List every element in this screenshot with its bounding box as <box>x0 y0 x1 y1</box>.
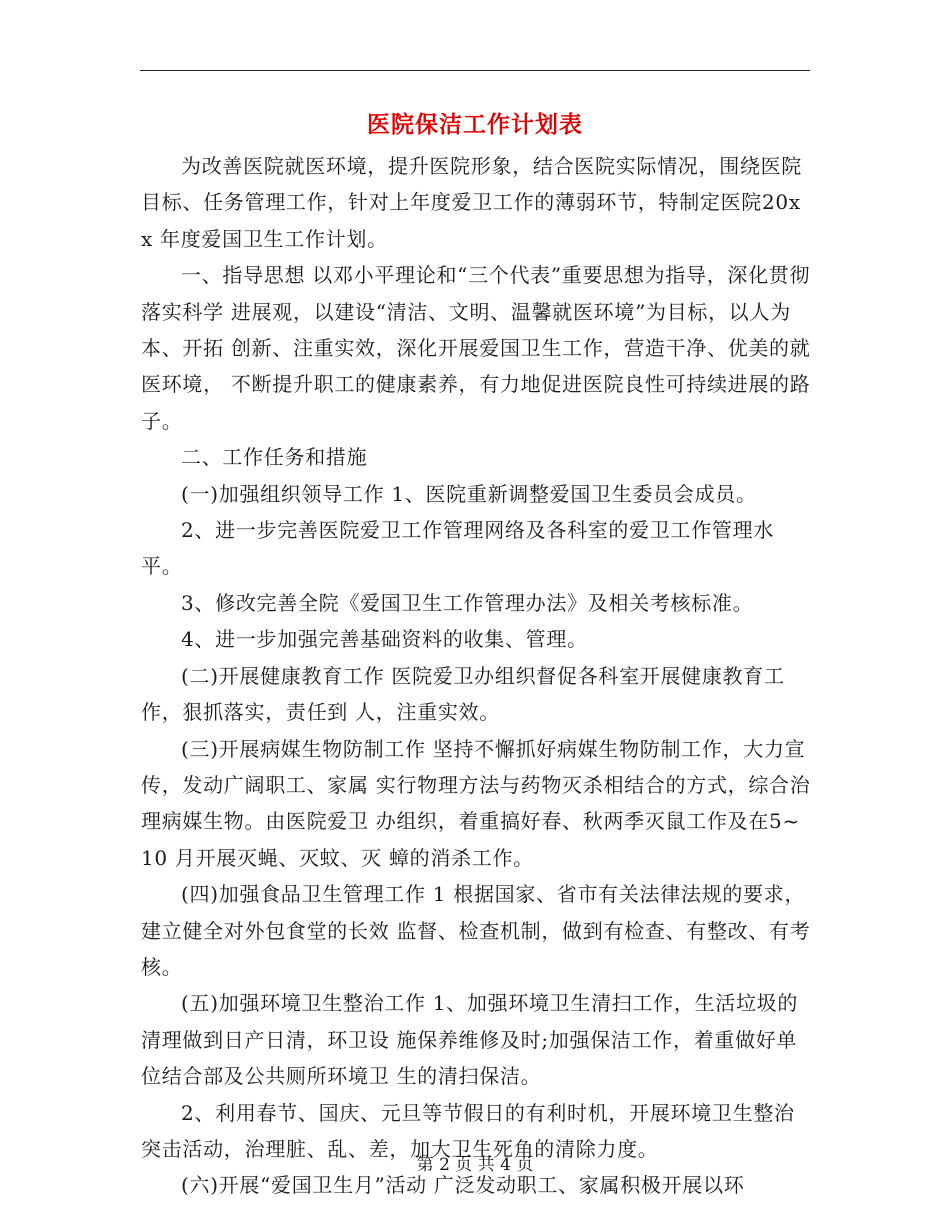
paragraph-item-3: 3、修改完善全院《爱国卫生工作管理办法》及相关考核标准。 <box>181 590 754 615</box>
paragraph-section-heading: 二、工作任务和措施 <box>181 445 368 470</box>
paragraph-item-4: 4、进一步加强完善基础资料的收集、管理。 <box>181 627 588 652</box>
paragraph-holiday-campaign: 2、利用春节、国庆、元旦等节假日的有利时机，开展环境卫生整治 突击活动，治理脏、乱、差，加大卫生死角的清除力度。 <box>141 1100 795 1161</box>
paragraph-environment: (五)加强环境卫生整治工作 1、加强环境卫生清扫工作，生活垃圾的清理做到日产日清，环卫设 施保养维修及时;加强保洁工作，着重做好单位结合部及公共厕所环境卫 生的清扫保洁。 <box>141 991 799 1089</box>
paragraph-guiding-idea: 一、指导思想 以邓小平理论和“三个代表”重要思想为指导，深化贯彻落实科学 进展观，以建设“清洁、文明、温馨就医环境”为目标，以人为本、开拓 创新、注重实效，深化开展爱国卫生工作，营造干净、优美的就医环境， 不断提升职工的健康素养，有力地促进医院良性可持续进展的路子。 <box>141 263 811 433</box>
paragraph-item-1: (一)加强组织领导工作 1、医院重新调整爱国卫生委员会成员。 <box>181 481 757 506</box>
paragraph-food-hygiene: (四)加强食品卫生管理工作 1 根据国家、省市有关法律法规的要求，建立健全对外包食堂的长效 监督、检查机制，做到有检查、有整改、有考核。 <box>141 882 811 979</box>
document-body <box>141 148 811 1204</box>
paragraph-health-month: (六)开展“爱国卫生月”活动 广泛发动职工、家属积极开展以环 <box>181 1173 745 1198</box>
page-number-footer: 第 2 页 共 4 页 <box>416 1155 534 1175</box>
paragraph-intro: 为改善医院就医环境，提升医院形象，结合医院实际情况，围绕医院 目标、任务管理工作，针对上年度爱卫工作的薄弱环节，特制定医院20xx 年度爱国卫生工作计划。 <box>141 154 802 251</box>
paragraph-item-2: 2、进一步完善医院爱卫工作管理网络及各科室的爱卫工作管理水平。 <box>141 518 775 579</box>
paragraph-vector-control: (三)开展病媒生物防制工作 坚持不懈抓好病媒生物防制工作，大力宣传，发动广阔职工、家属 实行物理方法与药物灭杀相结合的方式，综合治理病媒生物。由医院爱卫 办组织，着重搞好春、秋两季灭鼠工作及在5~10 月开展灭蝇、灭蚊、灭 蟑的消杀工作。 <box>141 736 811 870</box>
paragraph-health-education: (二)开展健康教育工作 医院爱卫办组织督促各科室开展健康教育工作，狠抓落实，责任到 人，注重实效。 <box>141 663 785 725</box>
document-title: 医院保洁工作计划表 <box>367 111 583 138</box>
header-rule <box>140 70 810 71</box>
